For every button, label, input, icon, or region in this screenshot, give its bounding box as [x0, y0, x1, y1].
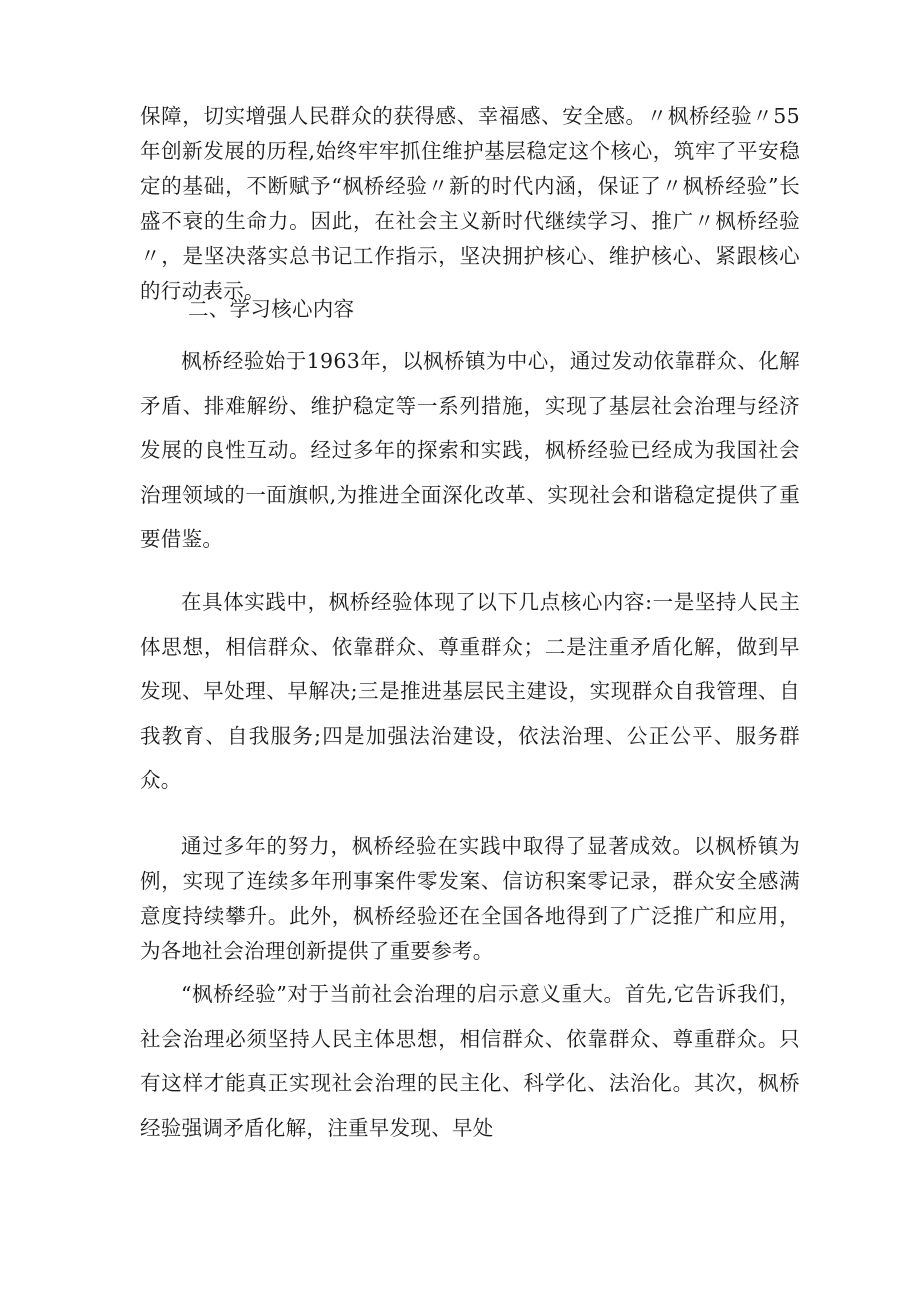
paragraph-implications: “枫桥经验”对于当前社会治理的启示意义重大。首先,它告诉我们，社会治理必须坚持人民主体思想，相信群众、依靠群众、尊重群众。只有这样才能真正实现社会治理的民主化、科学化、法治化。其次，枫桥经验强调矛盾化解，注重早发现、早处: [140, 982, 800, 1140]
section-heading-2: 二、学习核心内容: [188, 297, 355, 321]
paragraph-continuation: 保障，切实增强人民群众的获得感、幸福感、安全感。〃枫桥经验〃55年创新发展的历程,始终牢牢抓住维护基层稳定这个核心，筑牢了平安稳定的基础，不断赋予“枫桥经验〃新的时代内涵，保证了〃枫桥经验”长盛不衰的生命力。因此，在社会主义新时代继续学习、推广〃枫桥经验〃，是坚决落实总书记工作指示，坚决拥护核心、维护核心、紧跟核心的行动表示。: [140, 104, 800, 303]
paragraph-results: 通过多年的努力，枫桥经验在实践中取得了显著成效。以枫桥镇为例，实现了连续多年刑事案件零发案、信访积案零记录，群众安全感满意度持续攀升。此外，枫桥经验还在全国各地得到了广泛推广和应用，为各地社会治理创新提供了重要参考。: [140, 834, 800, 963]
paragraph-origin: 枫桥经验始于1963年，以枫桥镇为中心，通过发动依靠群众、化解矛盾、排难解纷、维护稳定等一系列措施，实现了基层社会治理与经济发展的良性互动。经过多年的探索和实践，枫桥经验已经成为我国社会治理领域的一面旗帜,为推进全面深化改革、实现社会和谐稳定提供了重要借鉴。: [140, 349, 800, 551]
paragraph-core-content: 在具体实践中，枫桥经验体现了以下几点核心内容:一是坚持人民主体思想，相信群众、依靠群众、尊重群众；二是注重矛盾化解，做到早发现、早处理、早解决;三是推进基层民主建设，实现群众自我管理、自我教育、自我服务;四是加强法治建设，依法治理、公正公平、服务群众。: [140, 590, 800, 792]
